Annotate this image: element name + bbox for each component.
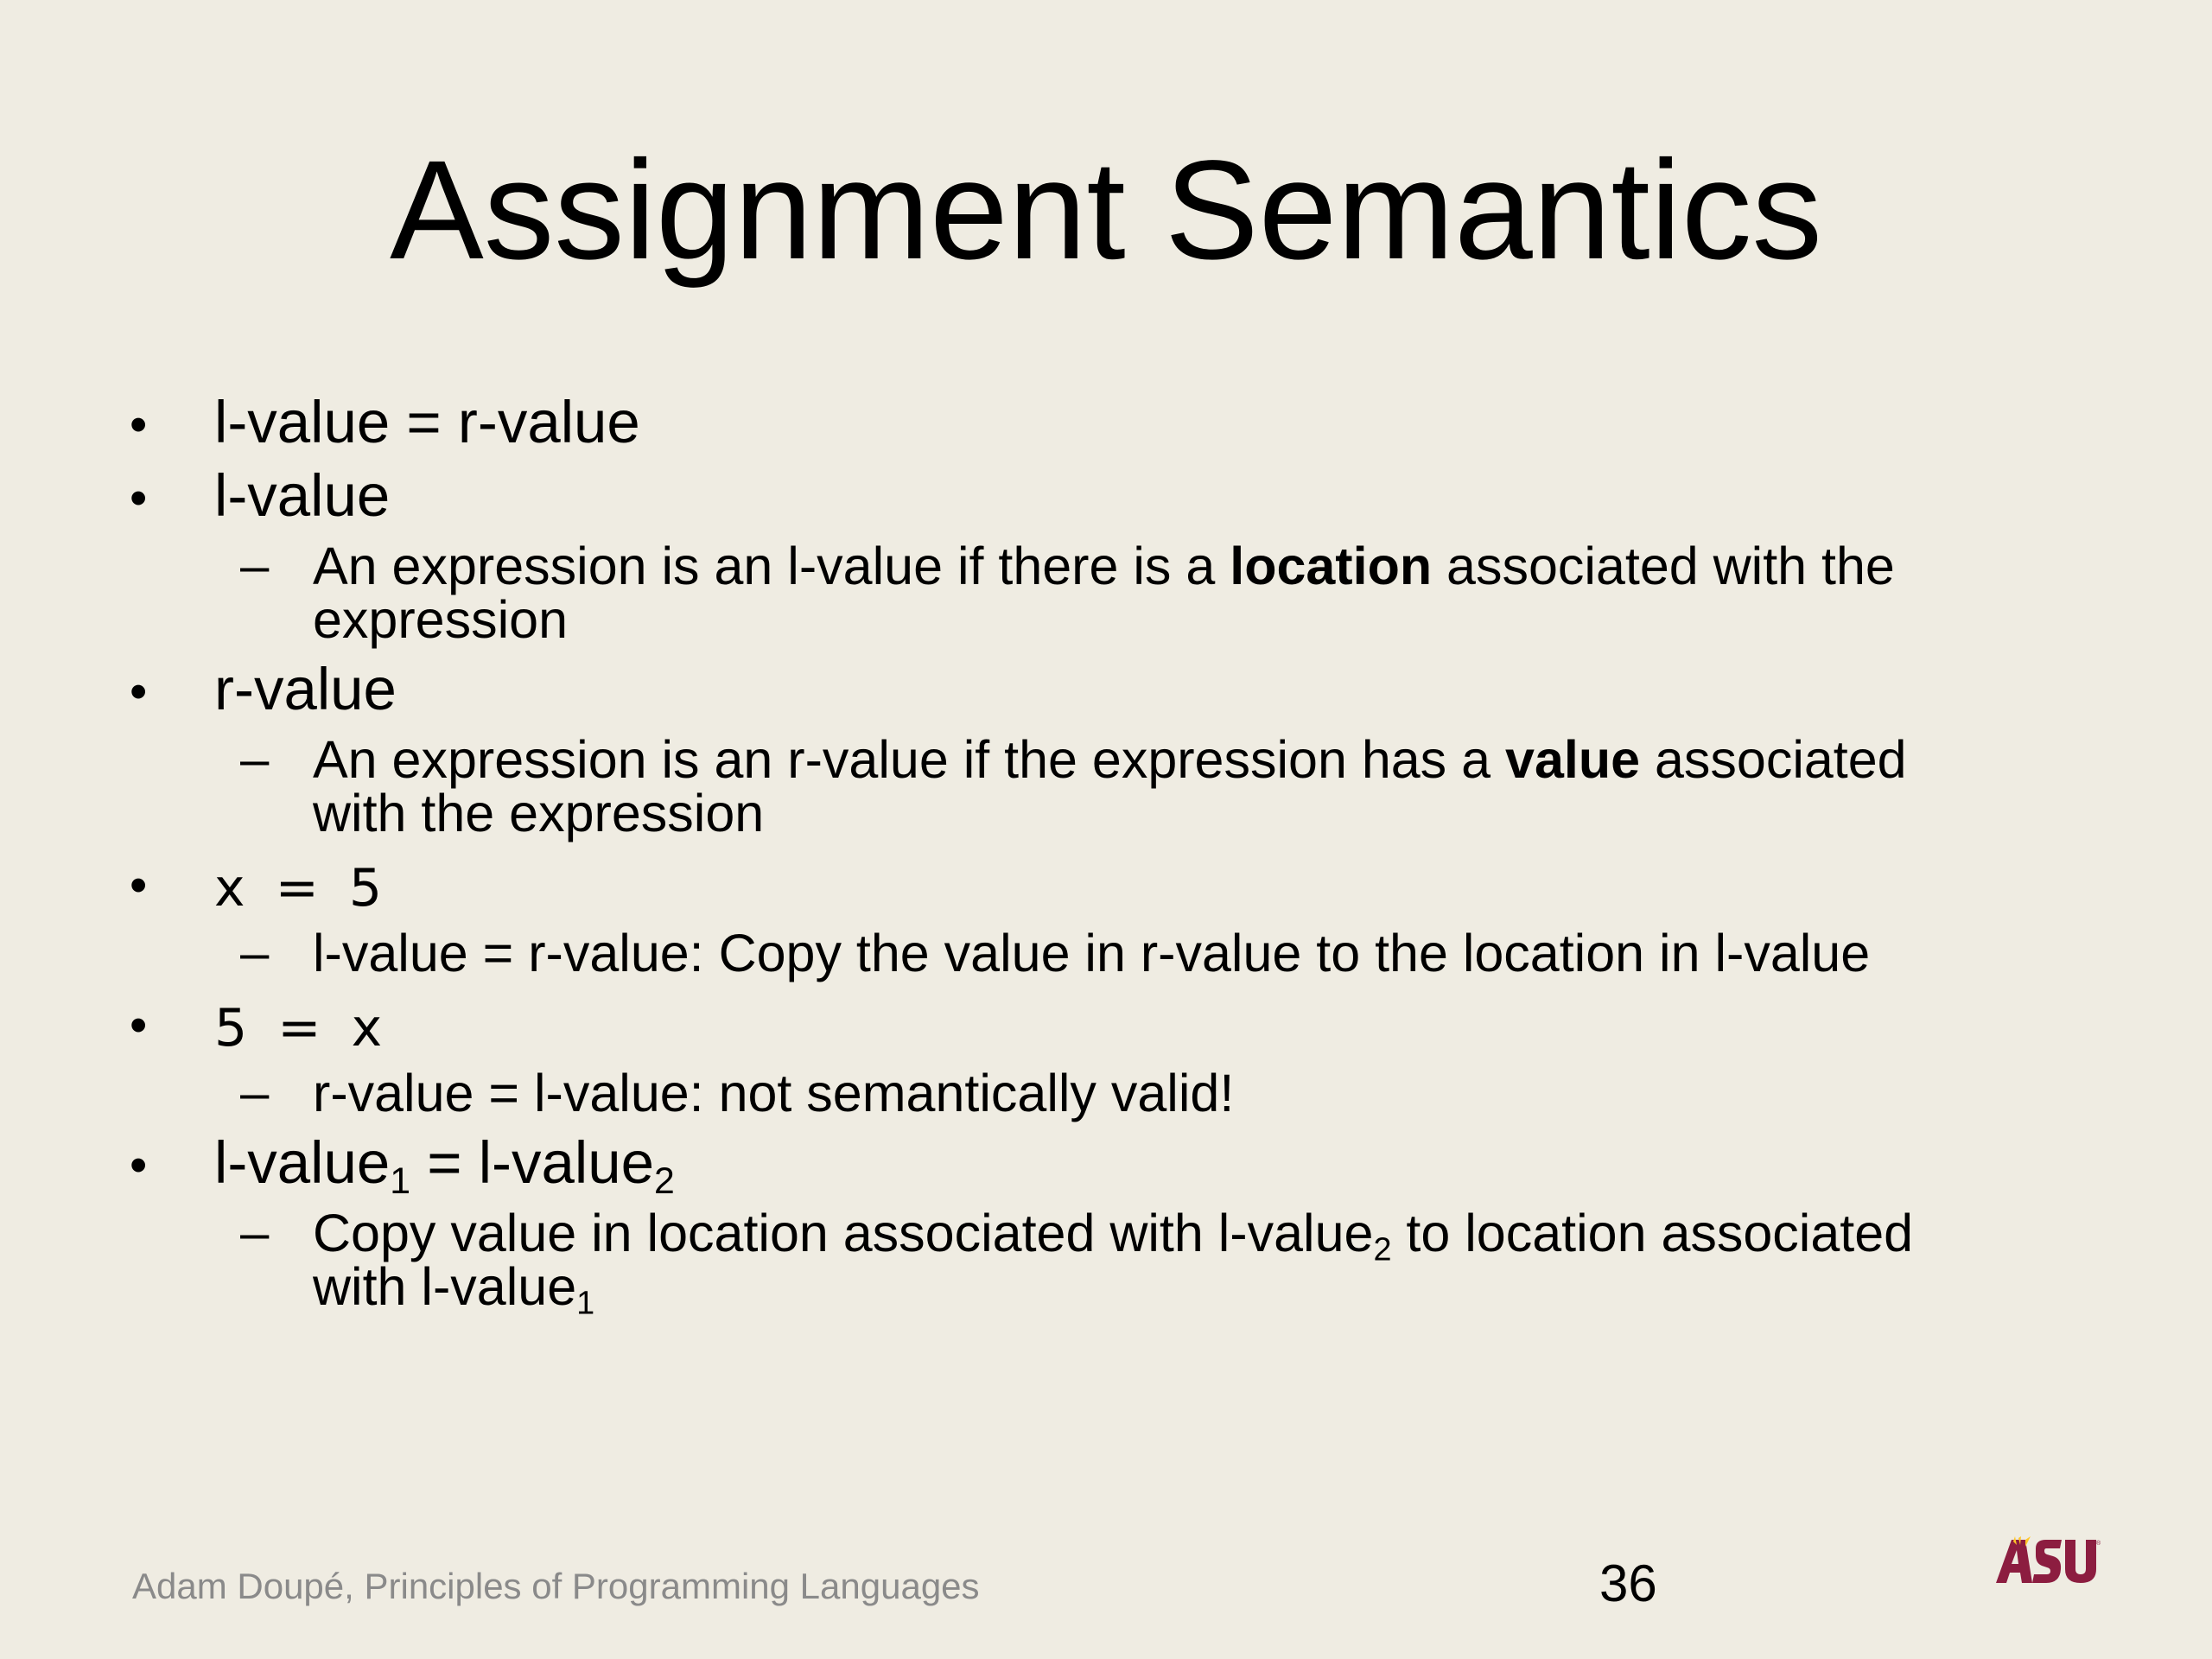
bullet-2-sub-line-1	[313, 539, 1895, 593]
slide-title: Assignment Semantics	[390, 130, 1822, 289]
bullet-4-sub: l-value = r-value: Copy the value in r-value to the location in l-value	[313, 924, 1871, 982]
dash-marker: –	[240, 730, 270, 788]
bullet-2-sub-line-2: expression	[313, 590, 568, 649]
text-run: An expression is an r-value if the expression has a	[313, 730, 1506, 789]
bullet-marker: •	[130, 397, 148, 453]
text-run: An expression is an l-value if there is a	[313, 537, 1230, 595]
bold-term-value: value	[1505, 730, 1641, 789]
footer-author-course: Adam Doupé, Principles of Programming Languages	[132, 1566, 980, 1606]
subscript: 1	[576, 1285, 595, 1322]
text-run: = l-value	[410, 1129, 654, 1196]
bullet-3-sub-line-1	[313, 730, 1907, 789]
bullet-marker: •	[130, 470, 148, 526]
bullet-1-text: l-value = r-value	[214, 389, 640, 455]
dash-marker: –	[240, 1204, 270, 1262]
bullet-6-sub-line-1	[313, 1204, 1914, 1268]
dash-marker: –	[240, 924, 270, 982]
text-run: with l-value	[313, 1257, 577, 1316]
bullet-3-sub-line-2: with the expression	[313, 784, 765, 842]
subscript: 2	[653, 1160, 675, 1202]
subscript: 2	[1373, 1231, 1392, 1268]
bullet-marker: •	[130, 997, 148, 1053]
text-run: l-value	[214, 1129, 391, 1196]
dash-marker: –	[240, 1064, 270, 1122]
subscript: 1	[390, 1160, 411, 1202]
bullet-5-sub: r-value = l-value: not semantically valid!	[313, 1064, 1235, 1122]
page-number: 36	[1599, 1554, 1657, 1612]
bold-term-location: location	[1230, 537, 1433, 595]
bullet-marker: •	[130, 857, 148, 913]
bullet-5-code: 5 = x	[214, 998, 383, 1058]
dash-marker: –	[240, 537, 270, 594]
bullet-marker: •	[130, 1137, 148, 1193]
text-run: Copy value in location associated with l-value	[313, 1204, 1374, 1262]
bullet-2-text: l-value	[214, 462, 391, 529]
text-run: associated	[1640, 730, 1907, 789]
bullet-4-code: x = 5	[214, 858, 383, 918]
bullet-6-sub-line-2	[313, 1257, 595, 1322]
text-run: associated with the	[1432, 537, 1895, 595]
svg-text:®: ®	[2096, 1541, 2101, 1547]
bullet-3-text: r-value	[214, 656, 397, 722]
asu-logo	[1993, 1536, 2100, 1585]
bullet-6-text	[214, 1128, 675, 1202]
text-run: to location associated	[1391, 1204, 1914, 1262]
bullet-marker: •	[130, 664, 148, 720]
